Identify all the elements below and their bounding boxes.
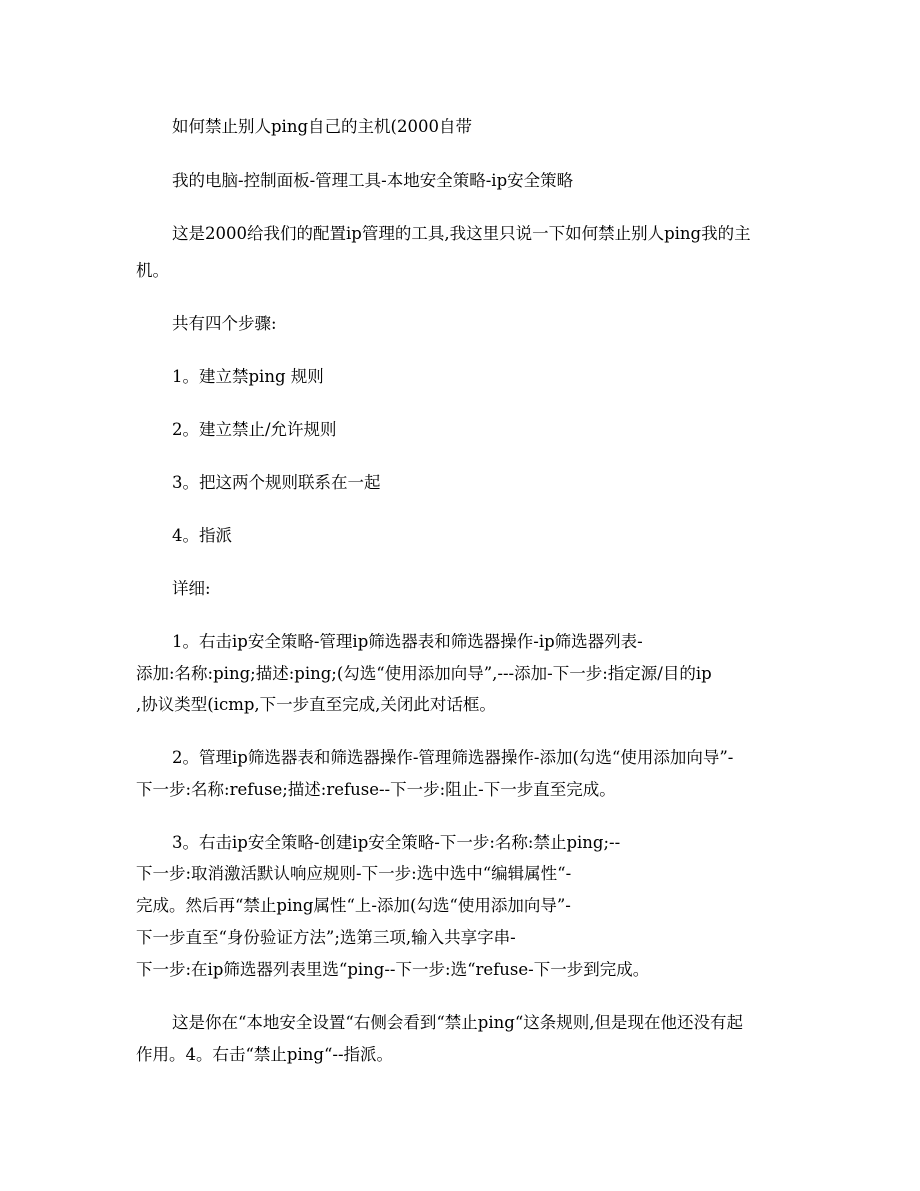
final-paragraph-line-1: 这是你在“本地安全设置“右侧会看到“禁止ping“这条规则,但是现在他还没有起 [172, 1013, 744, 1032]
step-3: 3。把这两个规则联系在一起 [172, 473, 381, 492]
detail-1-line-3: ,协议类型(icmp,下一步直至完成,关闭此对话框。 [136, 695, 496, 714]
detail-2-line-2: 下一步:名称:refuse;描述:refuse--下一步:阻止-下一步直至完成。 [136, 780, 616, 799]
detail-3-line-3: 完成。然后再“禁止ping属性“上-添加(勾选“使用添加向导”- [136, 896, 571, 915]
detail-3-line-1: 3。右击ip安全策略-创建ip安全策略-下一步:名称:禁止ping;-- [172, 833, 621, 852]
intro-paragraph-line-1: 这是2000给我们的配置ip管理的工具,我这里只说一下如何禁止别人ping我的主 [172, 224, 751, 243]
step-4: 4。指派 [172, 526, 232, 545]
detail-3-line-4: 下一步直至“身份验证方法”;选第三项,输入共享字串- [136, 928, 516, 947]
step-2: 2。建立禁止/允许规则 [172, 420, 337, 439]
document-title: 如何禁止别人ping自己的主机(2000自带 [172, 117, 472, 136]
detail-1-line-1: 1。右击ip安全策略-管理ip筛选器表和筛选器操作-ip筛选器列表- [172, 632, 643, 651]
step-1: 1。建立禁ping 规则 [172, 367, 324, 386]
detail-heading: 详细: [172, 579, 211, 598]
detail-2-line-1: 2。管理ip筛选器表和筛选器操作-管理筛选器操作-添加(勾选“使用添加向导”- [172, 748, 734, 767]
steps-heading: 共有四个步骤: [172, 314, 277, 333]
final-paragraph-line-2: 作用。4。右击“禁止ping“--指派。 [136, 1045, 394, 1064]
intro-paragraph-line-2: 机。 [136, 261, 169, 280]
detail-1-line-2: 添加:名称:ping;描述:ping;(勾选“使用添加向导”,---添加-下一步:指定源/目的ip [136, 664, 712, 683]
detail-3-line-5: 下一步:在ip筛选器列表里选“ping--下一步:选“refuse-下一步到完成。 [136, 960, 650, 979]
detail-3-line-2: 下一步:取消激活默认响应规则-下一步:选中选中“编辑属性“- [136, 864, 572, 883]
navigation-path: 我的电脑-控制面板-管理工具-本地安全策略-ip安全策略 [172, 171, 574, 190]
